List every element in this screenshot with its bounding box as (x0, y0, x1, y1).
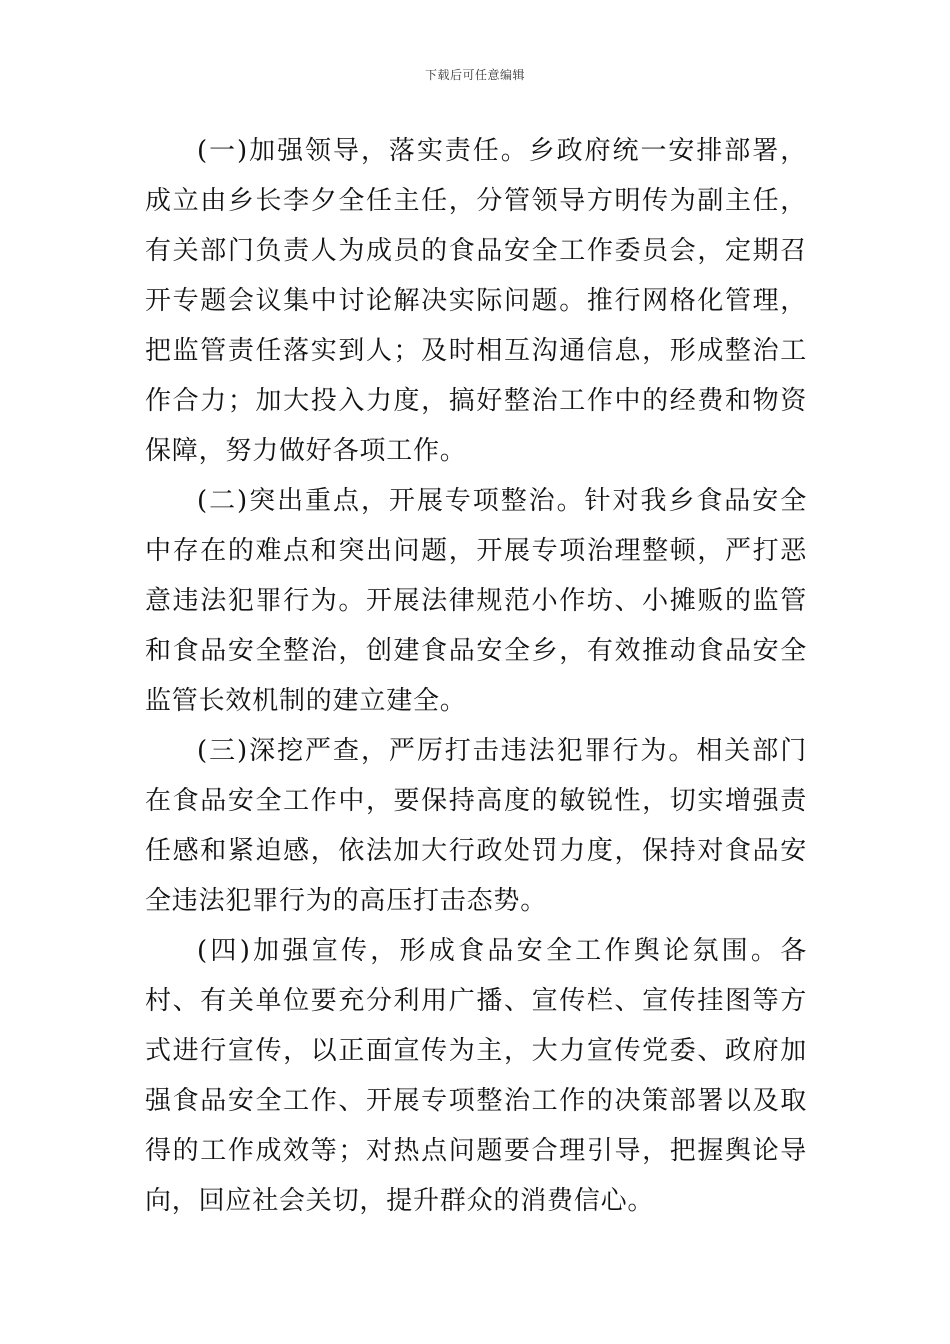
document-body (145, 126, 807, 1226)
paragraph-4: (四)加强宣传，形成食品安全工作舆论氛围。各村、有关单位要充分利用广播、宣传栏、宣传挂图等方式进行宣传，以正面宣传为主，大力宣传党委、政府加强食品安全工作、开展专项整治工作的决策部署以及取得的工作成效等；对热点问题要合理引导，把握舆论导向，回应社会关切，提升群众的消费信心。 (145, 936, 807, 1216)
header-note: 下载后可任意编辑 (424, 68, 525, 82)
paragraph-3: (三)深挖严查，严厉打击违法犯罪行为。相关部门在食品安全工作中，要保持高度的敏锐性，切实增强责任感和紧迫感，依法加大行政处罚力度，保持对食品安全违法犯罪行为的高压打击态势。 (145, 736, 807, 916)
paragraph-1: (一)加强领导，落实责任。乡政府统一安排部署，成立由乡长李夕全任主任，分管领导方明传为副主任，有关部门负责人为成员的食品安全工作委员会，定期召开专题会议集中讨论解决实际问题。推行网格化管理，把监管责任落实到人；及时相互沟通信息，形成整治工作合力；加大投入力度，搞好整治工作中的经费和物资保障，努力做好各项工作。 (145, 136, 807, 466)
paragraph-2: (二)突出重点，开展专项整治。针对我乡食品安全中存在的难点和突出问题，开展专项治理整顿，严打恶意违法犯罪行为。开展法律规范小作坊、小摊贩的监管和食品安全整治，创建食品安全乡，有效推动食品安全监管长效机制的建立建全。 (145, 486, 807, 716)
